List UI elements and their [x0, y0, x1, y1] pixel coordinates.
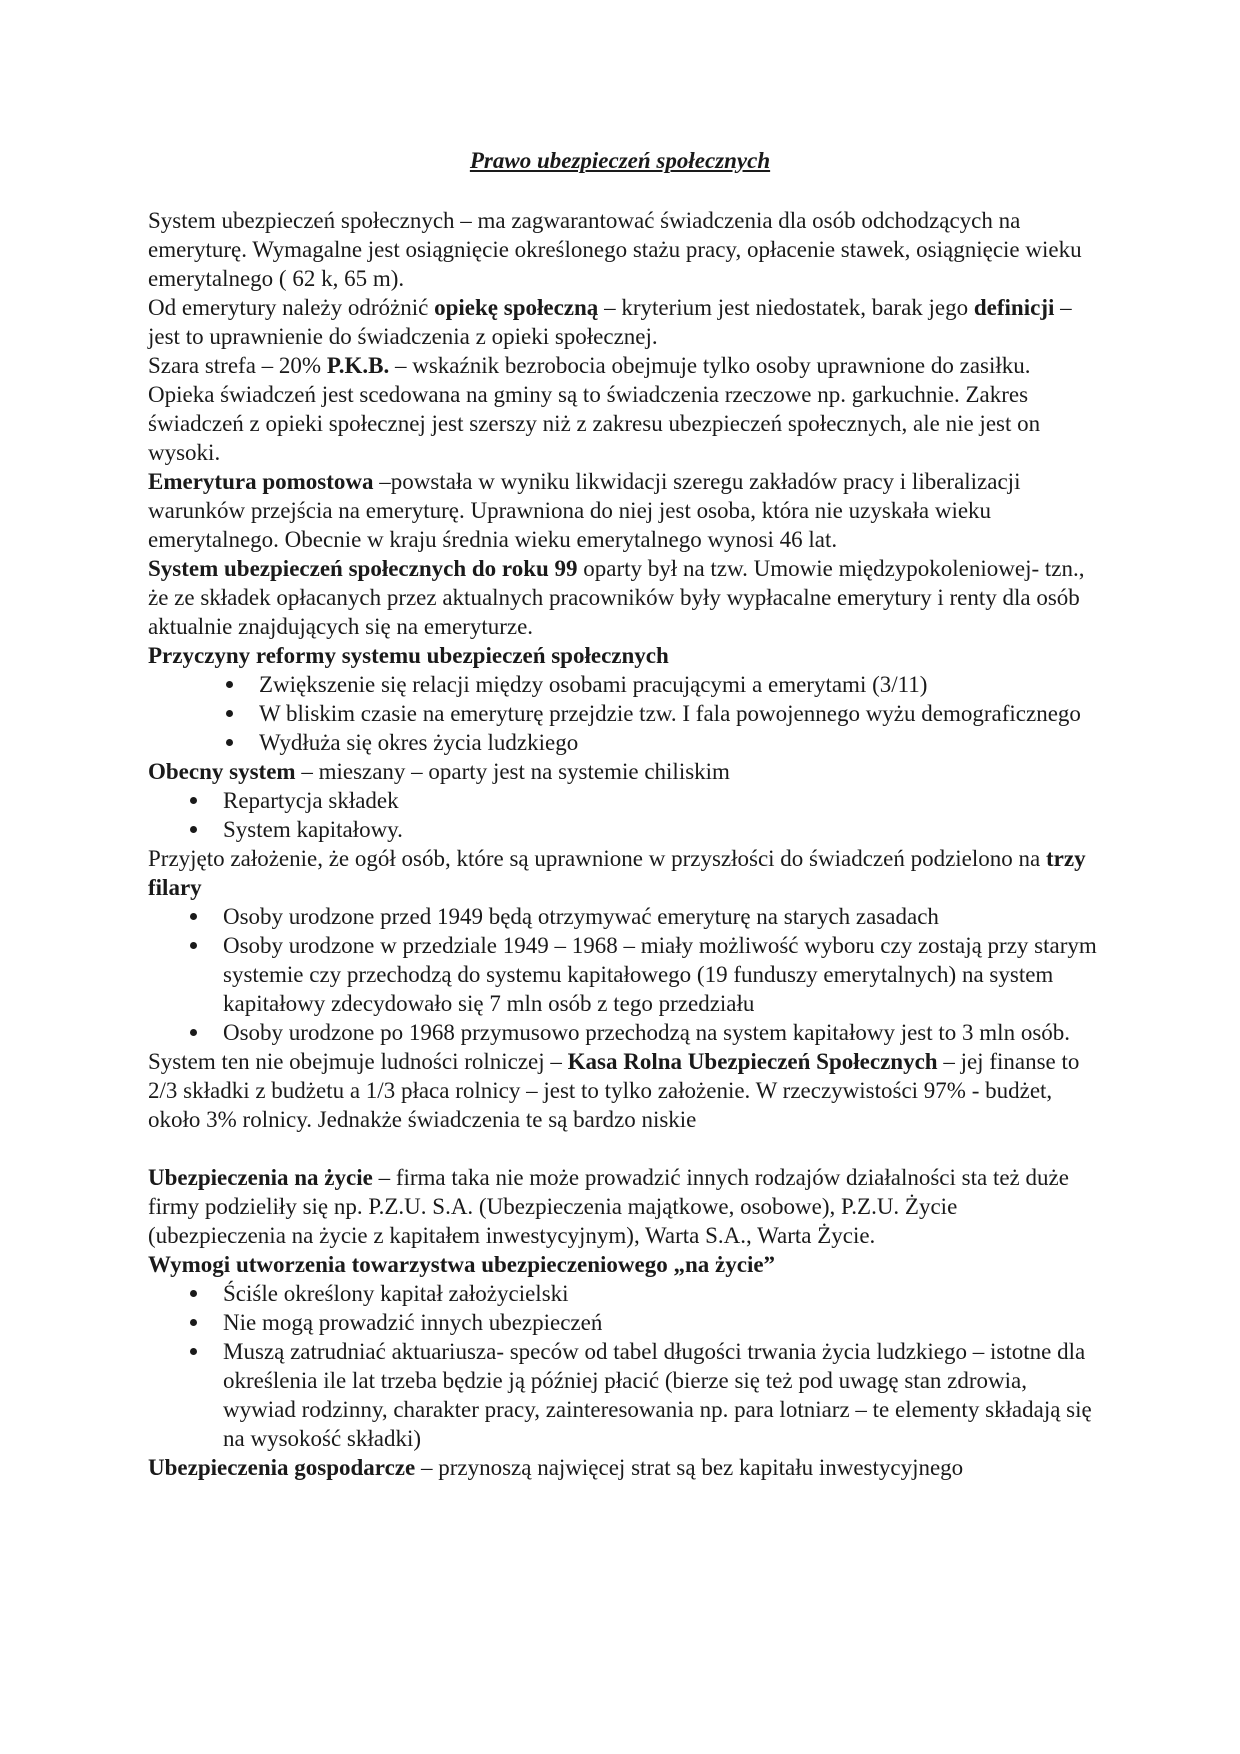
- list-item: Ściśle określony kapitał założycielski: [223, 1279, 1098, 1308]
- list-reform-reasons: [148, 670, 1098, 757]
- list-item: W bliskim czasie na emeryturę przejdzie tzw. I fala powojennego wyżu demograficznego: [259, 699, 1098, 728]
- paragraph-gap: [148, 1134, 1098, 1163]
- paragraph-bridge-pension: Emerytura pomostowa –powstała w wyniku likwidacji szeregu zakładów pracy i liberalizacji warunków przejścia na emeryturę. Uprawniona do niej jest osoba, która nie uzyskała wieku emerytalnego. Obecnie w kraju średnia wieku emerytalnego wynosi 46 lat.: [148, 469, 1021, 552]
- list-item: Osoby urodzone w przedziale 1949 – 1968 – miały możliwość wyboru czy zostają przy starym systemie czy przechodzą do systemu kapitałowego (19 funduszy emerytalnych) na system kapitałowy zdecydowało się 7 mln osób z tego przedziału: [223, 933, 1097, 1016]
- paragraph-krus: System ten nie obejmuje ludności rolniczej – Kasa Rolna Ubezpieczeń Społecznych – jej finanse to 2/3 składki z budżetu a 1/3 płaca rolnicy – jest to tylko założenie. W rzeczywistości 97% - budżet, około 3% rolnicy. Jednakże świadczenia te są bardzo niskie: [148, 1049, 1080, 1132]
- paragraph-current-system: Obecny system – mieszany – oparty jest na systemie chiliskim: [148, 759, 730, 784]
- list-life-insurer-requirements: [148, 1279, 1098, 1453]
- paragraph-life-insurance: Ubezpieczenia na życie – firma taka nie może prowadzić innych rodzajów działalności sta też duże firmy podzieliły się np. P.Z.U. S.A. (Ubezpieczenia majątkowe, osobowe), P.Z.U. Życie (ubezpieczenia na życie z kapitałem inwestycyjnym), Warta S.A., Warta Życie.: [148, 1165, 1069, 1248]
- heading-life-insurer-requirements: Wymogi utworzenia towarzystwa ubezpieczeniowego „na życie”: [148, 1252, 776, 1277]
- document-title: Prawo ubezpieczeń społecznych: [469, 148, 771, 173]
- paragraph-system-definition: System ubezpieczeń społecznych – ma zagwarantować świadczenia dla osób odchodzących na emeryturę. Wymagalne jest osiągnięcie określonego stażu pracy, opłacenie stawek, osiągnięcie wieku emerytalnego ( 62 k, 65 m).: [148, 208, 1082, 291]
- list-item: System kapitałowy.: [223, 815, 1098, 844]
- heading-reform-reasons: Przyczyny reformy systemu ubezpieczeń społecznych: [148, 643, 669, 668]
- list-item: Osoby urodzone po 1968 przymusowo przechodzą na system kapitałowy jest to 3 mln osób.: [223, 1018, 1098, 1047]
- paragraph-system-before-99: System ubezpieczeń społecznych do roku 99 oparty był na tzw. Umowie międzypokoleniowej- tzn., że ze składek opłacanych przez aktualnych pracowników były wypłacalne emerytury i renty dla osób aktualnie znajdujących się na emeryturze.: [148, 556, 1085, 639]
- list-current-system: [148, 786, 1098, 844]
- list-three-pillars: [148, 902, 1098, 1047]
- list-item: Repartycja składek: [223, 786, 1098, 815]
- paragraph-social-care: Od emerytury należy odróżnić opiekę społeczną – kryterium jest niedostatek, barak jego definicji – jest to uprawnienie do świadczenia z opieki społecznej.: [148, 295, 1072, 349]
- list-item: Zwiększenie się relacji między osobami pracującymi a emerytami (3/11): [259, 670, 1098, 699]
- list-item: Wydłuża się okres życia ludzkiego: [259, 728, 1098, 757]
- paragraph-grey-zone: Szara strefa – 20% P.K.B. – wskaźnik bezrobocia obejmuje tylko osoby uprawnione do zasiłku. Opieka świadczeń jest scedowana na gminy są to świadczenia rzeczowe np. garkuchnie. Zakres świadczeń z opieki społecznej jest szerszy niż z zakresu ubezpieczeń społecznych, ale nie jest on wysoki.: [148, 353, 1041, 465]
- document-body: [148, 206, 1098, 1482]
- paragraph-economic-insurance: Ubezpieczenia gospodarcze – przynoszą najwięcej strat są bez kapitału inwestycyjnego: [148, 1455, 964, 1480]
- list-item: Osoby urodzone przed 1949 będą otrzymywać emeryturę na starych zasadach: [223, 902, 1098, 931]
- list-item: Nie mogą prowadzić innych ubezpieczeń: [223, 1308, 1098, 1337]
- paragraph-three-pillars: Przyjęto założenie, że ogół osób, które są uprawnione w przyszłości do świadczeń podzielono na trzy filary: [148, 846, 1086, 900]
- list-item: Muszą zatrudniać aktuariusza- speców od tabel długości trwania życia ludzkiego – istotne dla określenia ile lat trzeba będzie ją później płacić (bierze się też pod uwagę stan zdrowia, wywiad rodzinny, charakter pracy, zainteresowania np. para lotniarz – te elementy składają się na wysokość składki): [223, 1337, 1098, 1453]
